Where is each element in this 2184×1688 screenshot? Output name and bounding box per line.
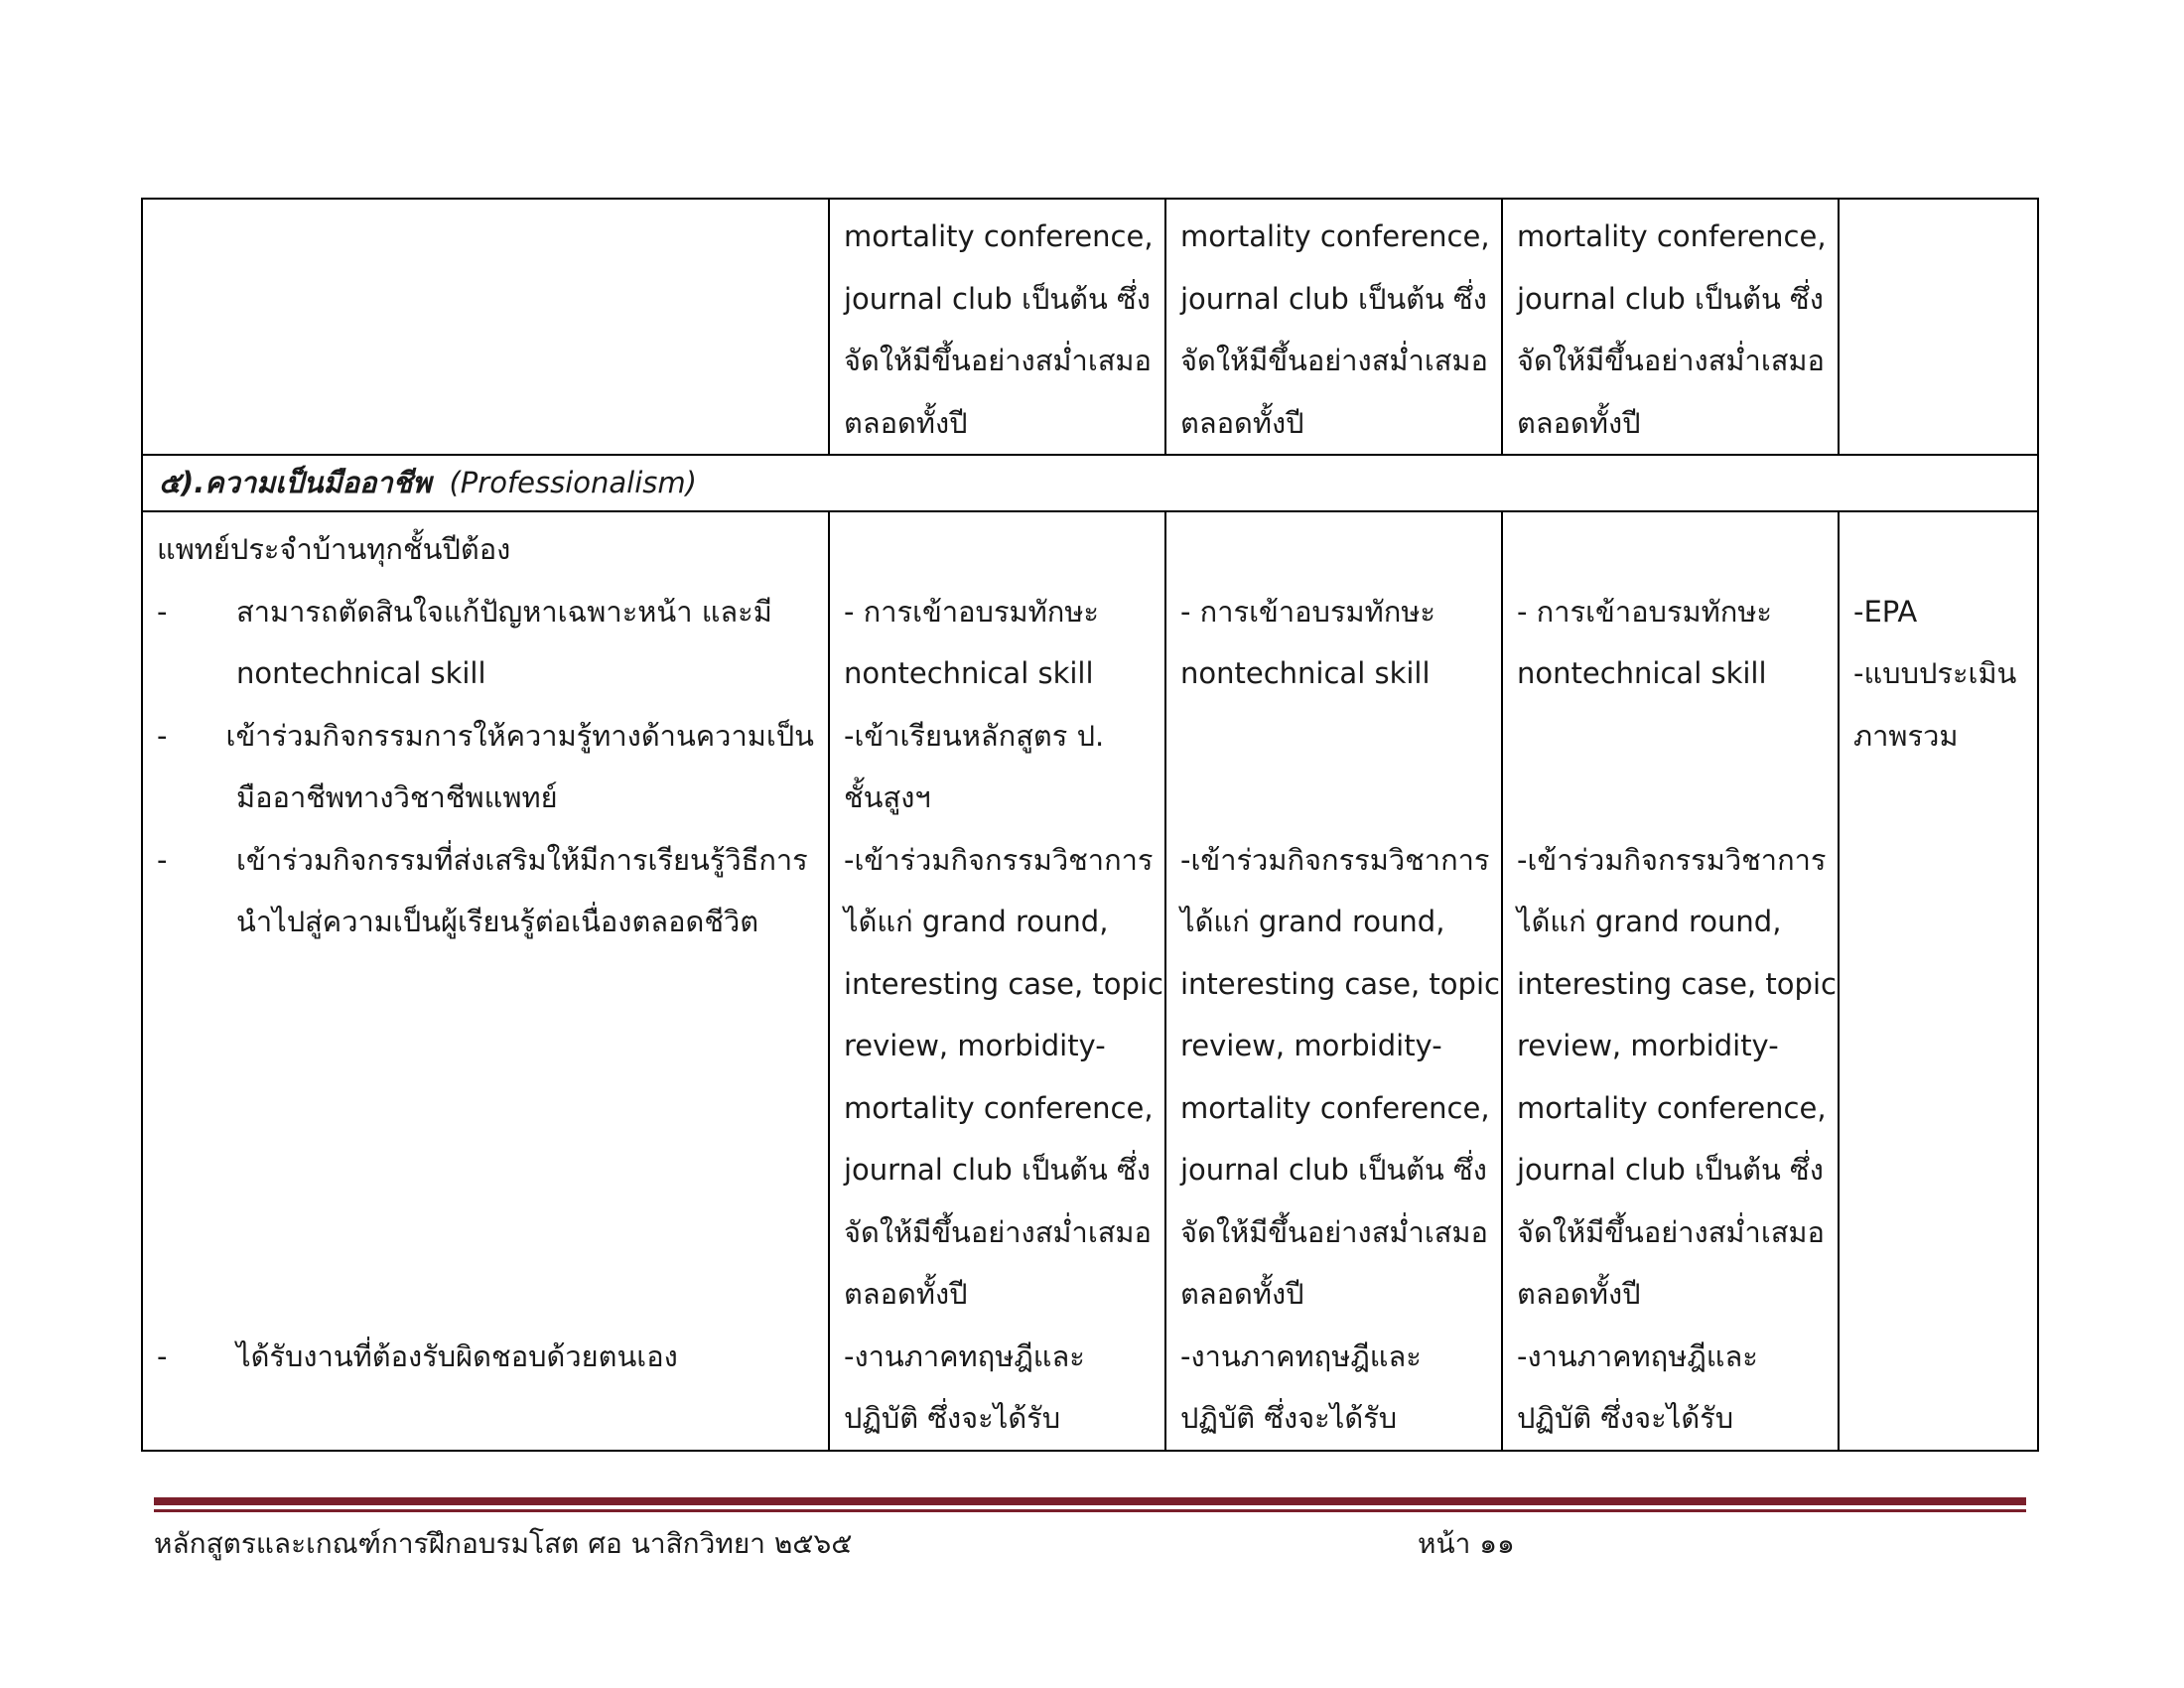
cell-line: -เข้าร่วมกิจกรรมวิชาการ: [1517, 842, 1827, 877]
cell-line: ตลอดทั้งปี: [1180, 1277, 1304, 1311]
cell-line: journal club เป็นต้น ซึ่ง: [844, 1153, 1151, 1187]
activity-cell: [1502, 511, 1839, 1451]
competency-cell: [142, 511, 829, 1451]
intro-line: แพทย์ประจำบ้านทุกชั้นปีต้อง: [157, 532, 511, 566]
list-item-text: ได้รับงานที่ต้องรับผิดชอบด้วยตนเอง: [236, 1338, 678, 1373]
cell-line: ตลอดทั้งปี: [1517, 405, 1641, 440]
curriculum-table: [141, 198, 2039, 1452]
cell-line: - การเข้าอบรมทักษะ: [1180, 594, 1436, 629]
footer-page-number: หน้า ๑๑: [1418, 1527, 1515, 1560]
table-cell: [1502, 199, 1839, 455]
cell-line: ปฏิบัติ ซึ่งจะได้รับ: [1180, 1401, 1398, 1435]
cell-line: ได้แก่ grand round,: [1180, 905, 1445, 938]
cell-line: interesting case, topic: [844, 966, 1163, 1001]
section-title-english: (Professionalism): [449, 466, 697, 499]
footer-rule-thin: [154, 1509, 2026, 1512]
cell-line: journal club เป็นต้น ซึ่ง: [844, 281, 1151, 316]
footer-rule-thick: [154, 1497, 2026, 1505]
spacer-line: [157, 1201, 814, 1264]
cell-line: ภาพรวม: [1853, 718, 1959, 753]
spacer-line: [157, 1263, 814, 1326]
cell-line: จัดให้มีขึ้นอย่างสม่ำเสมอ: [1517, 1214, 1825, 1249]
list-item-continuation: nontechnical skill: [236, 656, 486, 690]
cell-line: ได้แก่ grand round,: [1517, 905, 1782, 938]
list-item-continuation: นำไปสู่ความเป็นผู้เรียนรู้ต่อเนื่องตลอดชีวิต: [236, 905, 759, 938]
cell-line: nontechnical skill: [1517, 656, 1767, 690]
cell-line: -งานภาคทฤษฎีและ: [1517, 1338, 1758, 1373]
cell-line: [1180, 705, 1487, 768]
cell-line: ตลอดทั้งปี: [1180, 405, 1304, 440]
footer-document-title: หลักสูตรและเกณฑ์การฝึกอบรมโสต ศอ นาสิกวิทยา ๒๕๖๕: [154, 1527, 853, 1560]
cell-line: journal club เป็นต้น ซึ่ง: [1180, 281, 1487, 316]
cell-line: ชั้นสูงฯ: [844, 780, 931, 814]
list-item-text: สามารถตัดสินใจแก้ปัญหาเฉพาะหน้า และมี: [236, 594, 772, 629]
cell-line: [1517, 705, 1824, 768]
list-item: [157, 581, 814, 643]
list-item: [157, 829, 814, 892]
list-item: [157, 1326, 814, 1388]
table-cell: [1839, 199, 2038, 455]
cell-line: interesting case, topic: [1180, 966, 1500, 1001]
list-item: [157, 705, 814, 768]
cell-line: -แบบประเมิน: [1853, 656, 2017, 690]
list-item-continuation: มืออาชีพทางวิชาชีพแพทย์: [236, 780, 558, 814]
list-dash: -: [157, 842, 168, 877]
list-item-text: เข้าร่วมกิจกรรมที่ส่งเสริมให้มีการเรียนรู้วิธีการ: [236, 842, 808, 877]
cell-line: -เข้าร่วมกิจกรรมวิชาการ: [844, 842, 1154, 877]
cell-line: nontechnical skill: [1180, 656, 1431, 690]
table-cell: [1165, 199, 1502, 455]
activity-cell: [829, 511, 1165, 1451]
spacer-line: [1853, 518, 2023, 581]
spacer-line: [844, 518, 1151, 581]
cell-line: [1517, 767, 1824, 829]
section-header-cell: [142, 455, 2038, 511]
list-dash: -: [157, 1338, 168, 1373]
spacer-line: [157, 1015, 814, 1077]
cell-line: ได้แก่ grand round,: [844, 905, 1109, 938]
activity-cell: [1165, 511, 1502, 1451]
cell-line: - การเข้าอบรมทักษะ: [1517, 594, 1773, 629]
cell-line: mortality conference,: [1180, 1090, 1490, 1125]
cell-line: mortality conference,: [1517, 1090, 1827, 1125]
spacer-line: [1517, 518, 1824, 581]
cell-line: -เข้าเรียนหลักสูตร ป.: [844, 718, 1105, 753]
table-cell: [829, 199, 1165, 455]
cell-line: จัดให้มีขึ้นอย่างสม่ำเสมอ: [1180, 344, 1488, 377]
list-dash: -: [157, 718, 168, 753]
cell-line: ปฏิบัติ ซึ่งจะได้รับ: [844, 1401, 1061, 1435]
cell-line: -งานภาคทฤษฎีและ: [844, 1338, 1085, 1373]
cell-line: -EPA: [1853, 594, 1918, 629]
cell-line: จัดให้มีขึ้นอย่างสม่ำเสมอ: [1517, 344, 1825, 377]
list-item-text: เข้าร่วมกิจกรรมการให้ความรู้ทางด้านความเป็น: [225, 718, 814, 753]
spacer-line: [157, 1139, 814, 1201]
spacer-line: [1180, 518, 1487, 581]
assessment-cell: [1839, 511, 2038, 1451]
table-cell: [142, 199, 829, 455]
cell-line: mortality conference,: [844, 219, 1154, 253]
cell-line: mortality conference,: [844, 1090, 1154, 1125]
list-dash: -: [157, 594, 168, 629]
cell-line: จัดให้มีขึ้นอย่างสม่ำเสมอ: [844, 1214, 1152, 1249]
cell-line: ปฏิบัติ ซึ่งจะได้รับ: [1517, 1401, 1734, 1435]
cell-line: [1180, 767, 1487, 829]
cell-line: ตลอดทั้งปี: [844, 405, 968, 440]
table-row-professionalism: [142, 511, 2038, 1451]
cell-line: journal club เป็นต้น ซึ่ง: [1517, 281, 1824, 316]
table-row-continued: [142, 199, 2038, 455]
cell-line: จัดให้มีขึ้นอย่างสม่ำเสมอ: [844, 344, 1152, 377]
cell-line: - การเข้าอบรมทักษะ: [844, 594, 1100, 629]
spacer-line: [157, 953, 814, 1016]
section-title: ๕).ความเป็นมืออาชีพ: [159, 466, 432, 499]
spacer-line: [157, 1077, 814, 1140]
section-header-row: [142, 455, 2038, 511]
cell-line: ตลอดทั้งปี: [844, 1277, 968, 1311]
cell-line: journal club เป็นต้น ซึ่ง: [1180, 1153, 1487, 1187]
cell-line: -งานภาคทฤษฎีและ: [1180, 1338, 1422, 1373]
cell-line: -เข้าร่วมกิจกรรมวิชาการ: [1180, 842, 1490, 877]
cell-line: จัดให้มีขึ้นอย่างสม่ำเสมอ: [1180, 1214, 1488, 1249]
cell-line: interesting case, topic: [1517, 966, 1837, 1001]
cell-line: review, morbidity-: [1517, 1029, 1779, 1062]
cell-line: mortality conference,: [1517, 219, 1827, 253]
cell-line: ตลอดทั้งปี: [1517, 1277, 1641, 1311]
cell-line: review, morbidity-: [1180, 1029, 1442, 1062]
cell-line: review, morbidity-: [844, 1029, 1106, 1062]
cell-line: mortality conference,: [1180, 219, 1490, 253]
cell-line: journal club เป็นต้น ซึ่ง: [1517, 1153, 1824, 1187]
cell-line: nontechnical skill: [844, 656, 1094, 690]
